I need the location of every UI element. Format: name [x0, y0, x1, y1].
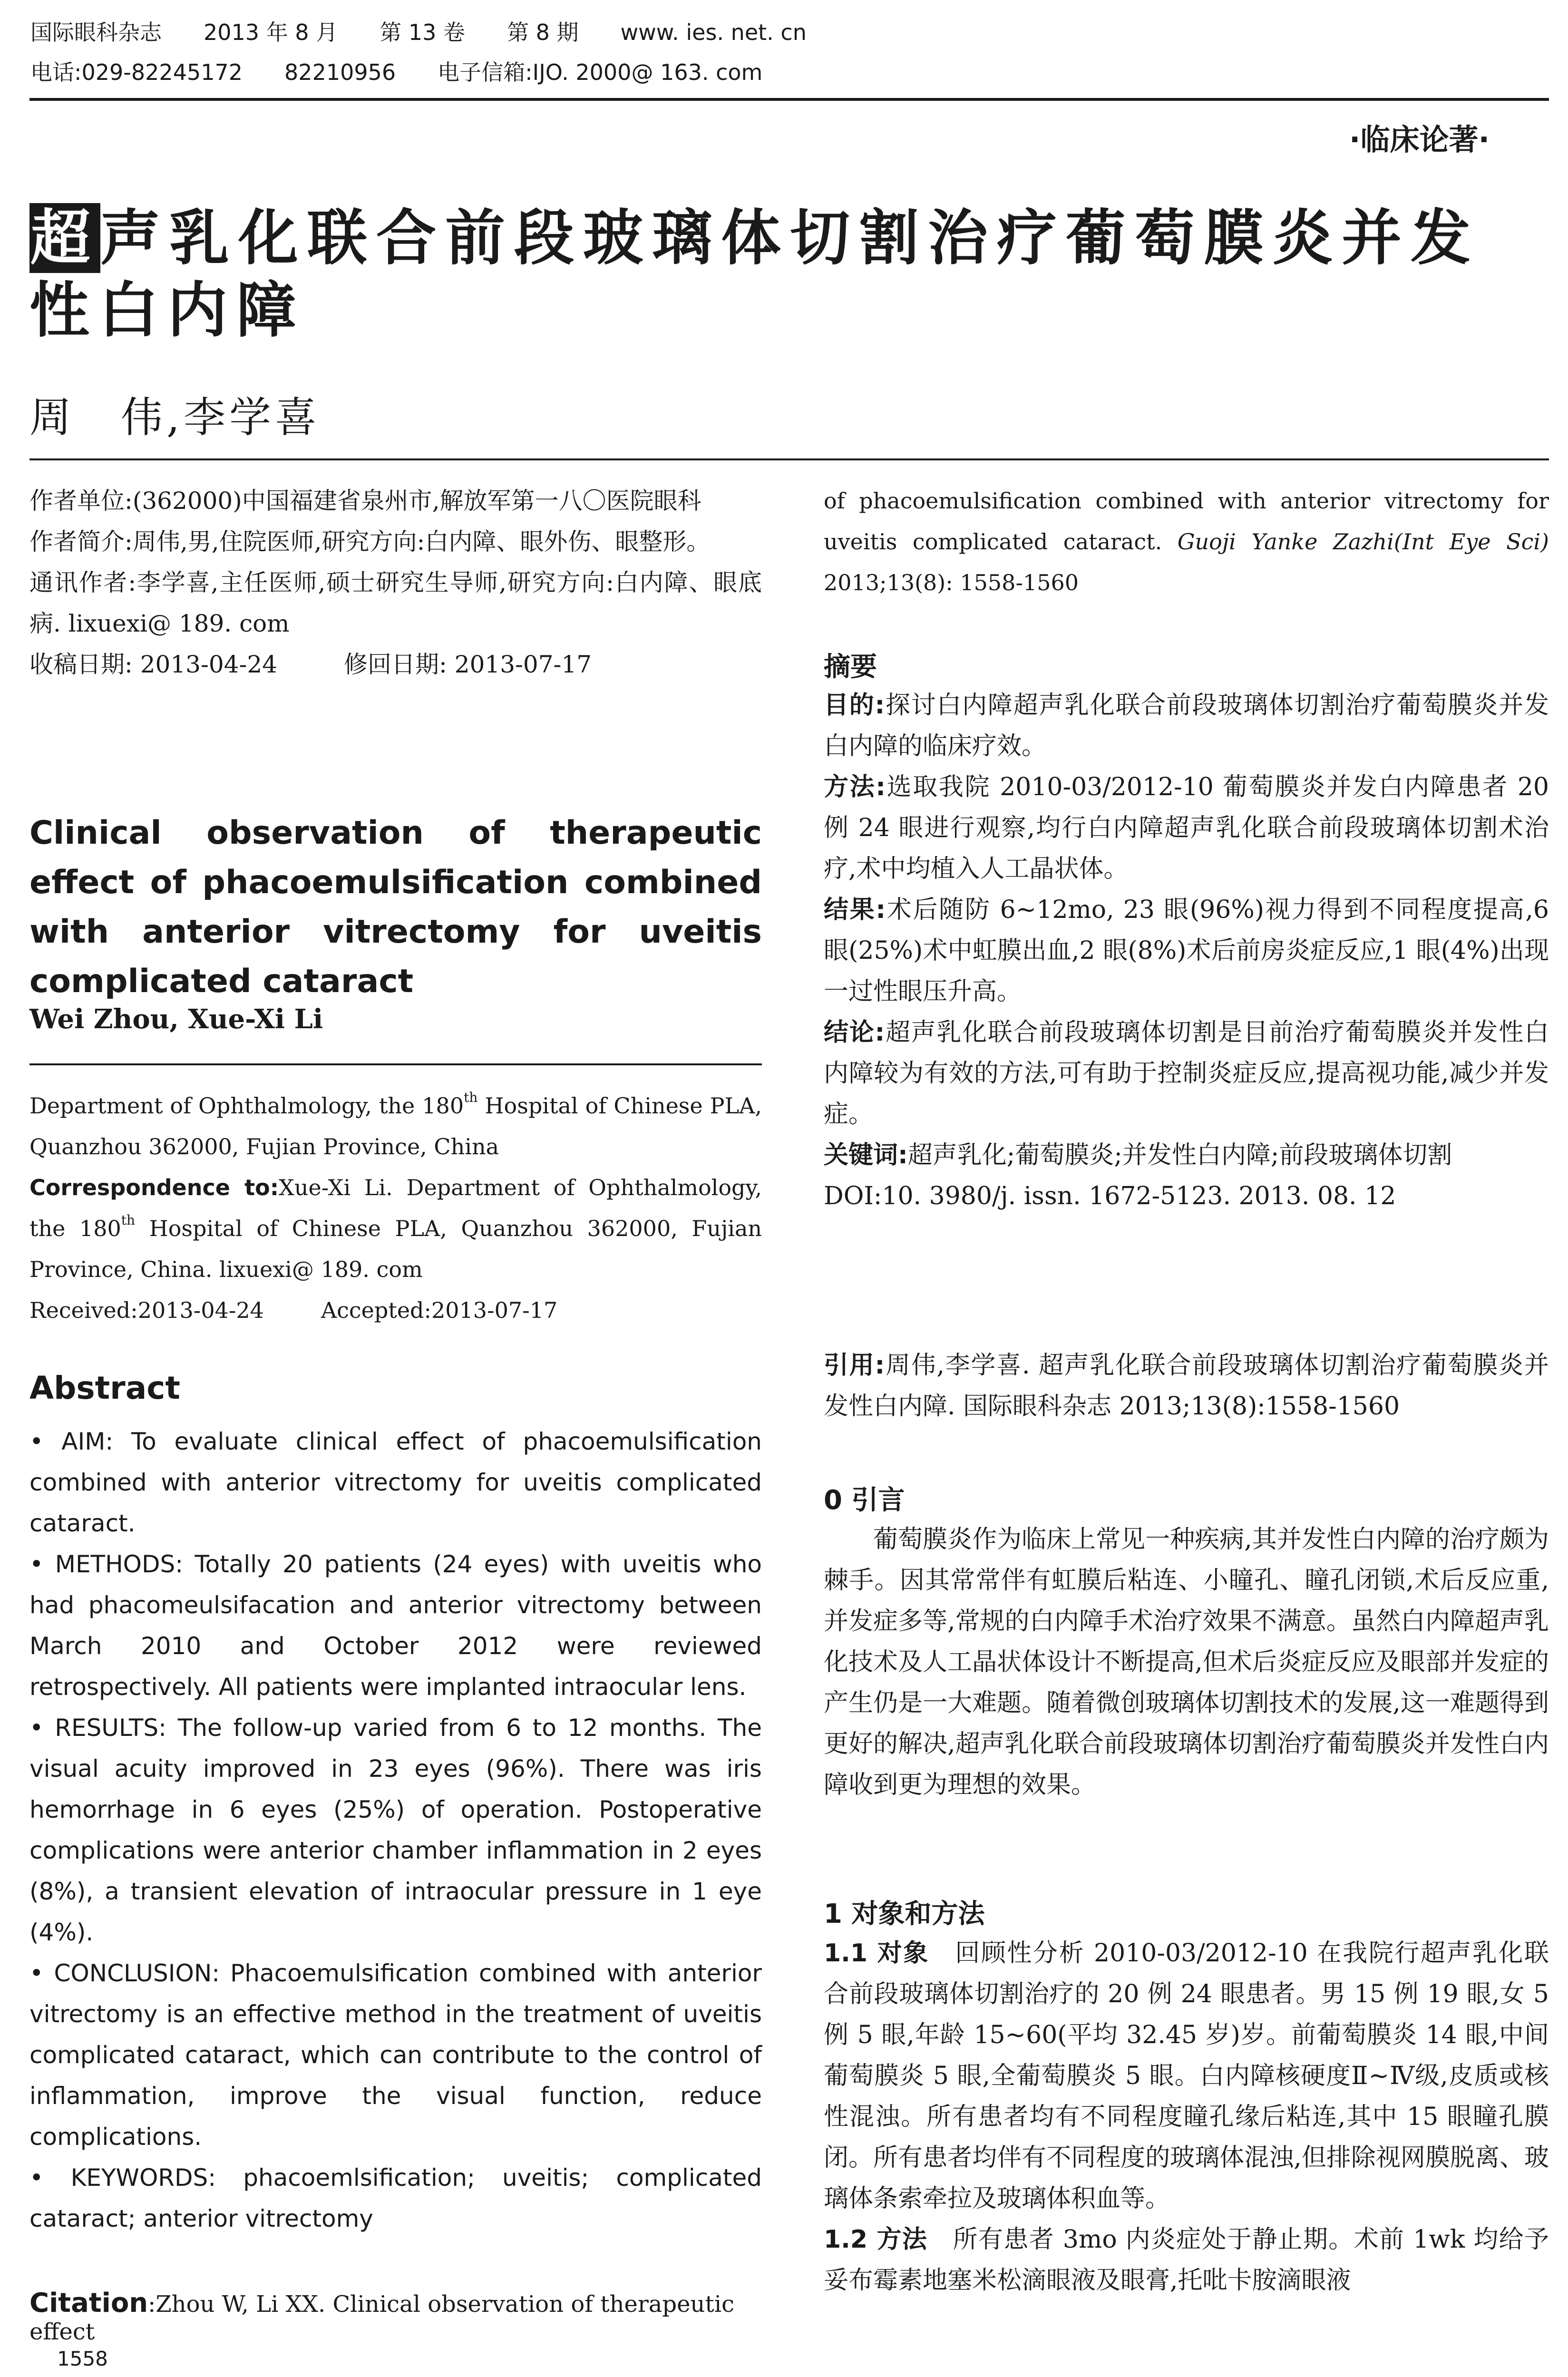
author-unit: 作者单位:(362000)中国福建省泉州市,解放军第一八〇医院眼科	[29, 487, 701, 515]
abstract-cn-body	[824, 685, 1549, 1217]
correspondence-en: Correspondence to:Xue-Xi Li. Department of Ophthalmology, the 180th Hospital of Chinese PLA, Quanzhou 362000, Fujian Province, China. lixuexi@ 189. com	[29, 1175, 762, 1282]
article-title	[29, 202, 1547, 347]
revised-date-cn: 修回日期: 2013-07-17	[344, 651, 592, 678]
volume: 第 13 卷	[380, 19, 465, 45]
issue-number: 第 8 期	[506, 19, 579, 45]
methods-heading: 1 对象和方法	[824, 1899, 985, 1929]
phone-2: 82210956	[284, 59, 396, 85]
abstract-cn-results: 结果:术后随防 6~12mo, 23 眼(96%)视力得到不同程度提高,6 眼(25%)术中虹膜出血,2 眼(8%)术后前房炎症反应,1 眼(4%)出现一过性眼压升高。	[824, 896, 1549, 1006]
authors-cn: 周 伟,李学喜	[29, 393, 321, 442]
intro-paragraph: 葡萄膜炎作为临床上常见一种疾病,其并发性白内障的治疗颇为棘手。因其常常伴有虹膜后粘连、小瞳孔、瞳孔闭锁,术后反应重,并发症多等,常规的白内障手术治疗效果不满意。虽然白内障超声乳化技术及人工晶状体设计不断提高,但术后炎症反应及眼部并发症的产生仍是一大难题。随着微创玻璃体切割技术的发展,这一难题得到更好的解决,超声乳化联合前段玻璃体切割治疗葡萄膜炎并发性白内障收到更为理想的效果。	[824, 1525, 1549, 1799]
affiliation-block	[29, 1085, 762, 1331]
journal-italic: Guoji Yanke Zazhi(Int Eye Sci)	[1177, 529, 1549, 555]
dates-cn	[29, 644, 762, 685]
accepted-date-en: Accepted:2013-07-17	[321, 1297, 558, 1323]
citation-cn-label: 引用:	[824, 1351, 885, 1380]
abstract-cn-keywords: 关键词:超声乳化;葡萄膜炎;并发性白内障;前段玻璃体切割	[824, 1141, 1452, 1169]
citation-cn: 引用:周伟,李学喜. 超声乳化联合前段玻璃体切割治疗葡萄膜炎并发性白内障. 国际眼科杂志 2013;13(8):1558-1560	[824, 1351, 1549, 1421]
citation-en-start: Citation:Zhou W, Li XX. Clinical observation of therapeutic effect	[29, 2288, 734, 2345]
title-rest: 声乳化联合前段玻璃体切割治疗葡萄膜炎并发性白内障	[29, 203, 1480, 345]
intro-body	[824, 1519, 1549, 1805]
dates-en	[29, 1290, 762, 1331]
citation-en-continued: of phacoemulsification combined with anterior vitrectomy for uveitis complicated cataract. Guoji Yanke Zazhi(Int Eye Sci) 2013;13(8): 1558-1560	[824, 488, 1549, 595]
abstract-cn-methods: 方法:选取我院 2010-03/2012-10 葡萄膜炎并发白内障患者 20 例 24 眼进行观察,均行白内障超声乳化联合前段玻璃体切割术治疗,术中均植入人工晶状体。	[824, 773, 1549, 883]
phone: 电话:029-82245172	[30, 59, 243, 85]
email: 电子信箱:IJO. 2000@ 163. com	[438, 59, 763, 85]
section-1-1: 1.1 对象 回顾性分析 2010-03/2012-10 在我院行超声乳化联合前段玻璃体切割治疗的 20 例 24 眼患者。男 15 例 19 眼,女 5 例 5 眼,年龄 15~60(平均 32.45 岁)岁。前葡萄膜炎 14 眼,中间葡萄膜炎 5 眼,全葡萄膜炎 5 眼。白内障核硬度Ⅱ~Ⅳ级,皮质或核性混浊。所有患者均有不同程度瞳孔缘后粘连,其中 15 眼瞳孔膜闭。所有患者均伴有不同程度的玻璃体混浊,但排除视网膜脱离、玻璃体条索牵拉及玻璃体积血等。	[824, 1939, 1549, 2213]
abstract-keywords: • KEYWORDS: phacoemlsification; uveitis; complicated cataract; anterior vitrectomy	[29, 2164, 762, 2232]
abstract-methods: • METHODS: Totally 20 patients (24 eyes) with uveitis who had phacomeulsifacation and anterior vitrectomy between March 2010 and October 2012 were reviewed retrospectively. All patients were implanted intraocular lens.	[29, 1550, 762, 1701]
abstract-cn-heading: 摘要	[824, 652, 877, 682]
page-number: 1558	[57, 2347, 108, 2370]
received-date-en: Received:2013-04-24	[29, 1297, 264, 1323]
abstract-conclusion: • CONCLUSION: Phacoemulsification combined with anterior vitrectomy is an effective method in the treatment of uveitis complicated cataract, which can contribute to the control of inflammation, improve the visual function, reduce complications.	[29, 1959, 762, 2151]
department: Department of Ophthalmology, the 180th Hospital of Chinese PLA, Quanzhou 362000, Fujian Province, China	[29, 1090, 762, 1159]
section-tag: ·临床论著·	[1349, 122, 1490, 157]
doi: DOI:10. 3980/j. issn. 1672-5123. 2013. 08. 12	[824, 1182, 1396, 1210]
header-rule	[29, 98, 1549, 101]
running-header-line-2	[30, 59, 804, 86]
english-authors: Wei Zhou, Xue-Xi Li	[29, 1003, 323, 1035]
received-date-cn: 收稿日期: 2013-04-24	[29, 651, 278, 678]
title-lead-char: 超	[30, 203, 99, 273]
abstract-body	[29, 1421, 762, 2239]
abstract-results: • RESULTS: The follow-up varied from 6 to 12 months. The visual acuity improved in 23 eyes (96%). There was iris hemorrhage in 6 eyes (25%) of operation. Postoperative complications were anterior chamber inflammation in 2 eyes (8%), a transient elevation of intraocular pressure in 1 eye (4%).	[29, 1714, 762, 1946]
author-info	[29, 480, 762, 685]
abstract-cn-conclusion: 结论:超声乳化联合前段玻璃体切割是目前治疗葡萄膜炎并发性白内障较为有效的方法,可有助于控制炎症反应,提高视功能,减少并发症。	[824, 1018, 1549, 1129]
abstract-cn-aim: 目的:探讨白内障超声乳化联合前段玻璃体切割治疗葡萄膜炎并发白内障的临床疗效。	[824, 691, 1549, 760]
authors-rule	[29, 458, 1549, 460]
author-bio: 作者简介:周伟,男,住院医师,研究方向:白内障、眼外伤、眼整形。	[29, 528, 711, 555]
correspondence-label: Correspondence to:	[29, 1175, 279, 1200]
section-1-2: 1.2 方法 所有患者 3mo 内炎症处于静止期。术前 1wk 均给予妥布霉素地塞米松滴眼液及眼膏,托吡卡胺滴眼液	[824, 2225, 1549, 2295]
intro-heading: 0 引言	[824, 1485, 905, 1516]
abstract-aim: • AIM: To evaluate clinical effect of phacoemulsification combined with anterior vitrectomy for uveitis complicated cataract.	[29, 1428, 762, 1537]
author-correspondence: 通讯作者:李学喜,主任医师,硕士研究生导师,研究方向:白内障、眼底病. lixuexi@ 189. com	[29, 569, 762, 637]
english-title: Clinical observation of therapeutic effect of phacoemulsification combined with anterior vitrectomy for uveitis complicated cataract	[29, 814, 762, 1000]
affiliation-rule	[29, 1063, 762, 1065]
running-header-line-1	[30, 19, 848, 46]
citation-label: Citation	[29, 2288, 148, 2319]
website: www. ies. net. cn	[620, 19, 807, 45]
journal-name: 国际眼科杂志	[30, 19, 162, 45]
methods-body	[824, 1933, 1549, 2301]
issue-date: 2013 年 8 月	[204, 19, 338, 45]
abstract-heading: Abstract	[29, 1370, 180, 1406]
